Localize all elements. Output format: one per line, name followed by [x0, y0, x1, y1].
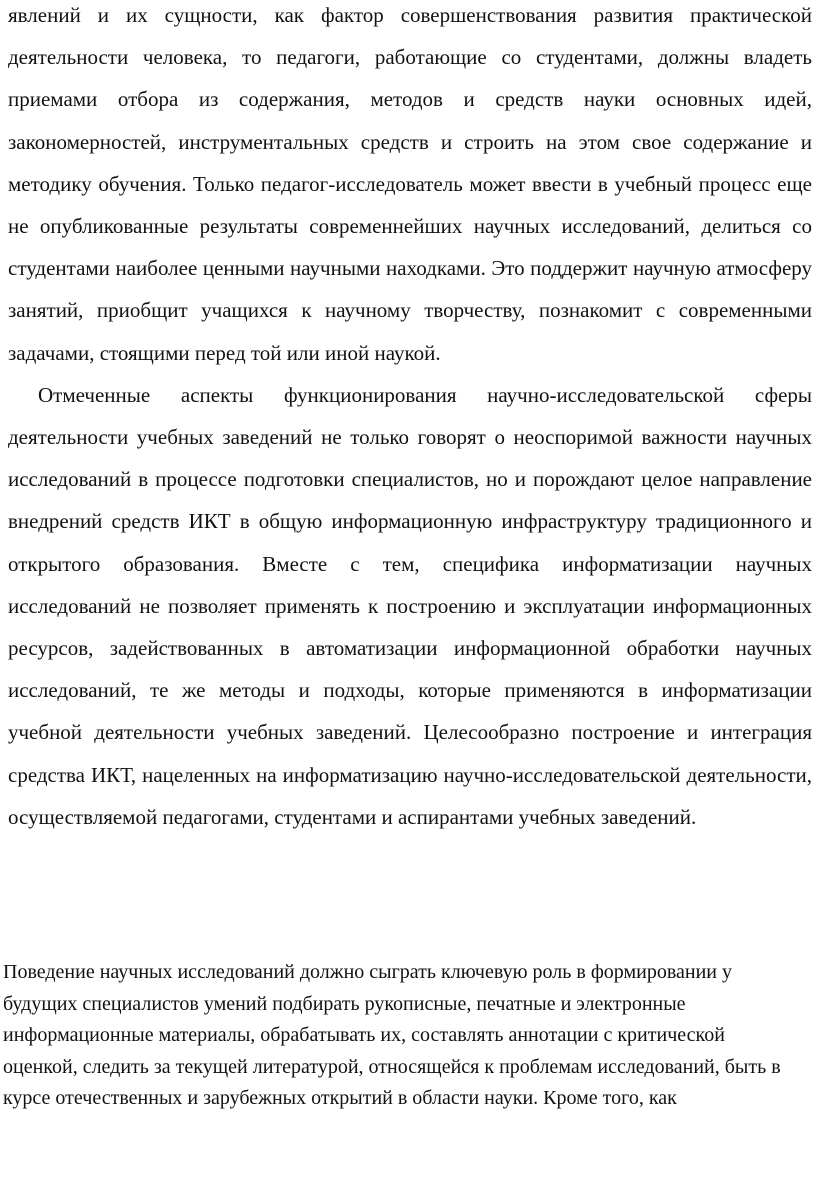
- paragraph-ict-aspects: Отмеченные аспекты функционирования научно-исследовательской сферы деятельности учебных заведений не только говорят о неоспоримой важности научных исследований в процессе подготовки специалистов, но и порождают целое направление внедрений средств ИКТ в общую информационную инфраструктуру традиционного и открытого образования. Вместе с тем, специфика информатизации научных исследований не позволяет применять к построению и эксплуатации информационных ресурсов, задействованных в автоматизации информационной обработки научных исследований, те же методы и подходы, которые применяются в информатизации учебной деятельности учебных заведений. Целесообразно построение и интеграция средства ИКТ, нацеленных на информатизацию научно-исследовательской деятельности, осуществляемой педагогами, студентами и аспирантами учебных заведений.: [8, 382, 812, 829]
- body-text: [8, 0, 812, 838]
- paragraph-research-role: Поведение научных исследований должно сыграть ключевую роль в формировании у будущих специалистов умений подбирать рукописные, печатные и электронные информационные материалы, обрабатывать их, составлять аннотации с критической оценкой, следить за текущей литературой, относящейся к проблемам исследований, быть в курсе отечественных и зарубежных открытий в области науки. Кроме того, как: [3, 961, 781, 1109]
- paragraph-continuation: явлений и их сущности, как фактор совершенствования развития практической деятельности человека, то педагоги, работающие со студентами, должны владеть приемами отбора из содержания, методов и средств науки основных идей, закономерностей, инструментальных средств и строить на этом свое содержание и методику обучения. Только педагог-исследователь может ввести в учебный процесс еще не опубликованные результаты современнейших научных исследований, делиться со студентами наиболее ценными научными находками. Это поддержит научную атмосферу занятий, приобщит учащихся к научному творчеству, познакомит с современными задачами, стоящими перед той или иной наукой.: [8, 3, 812, 365]
